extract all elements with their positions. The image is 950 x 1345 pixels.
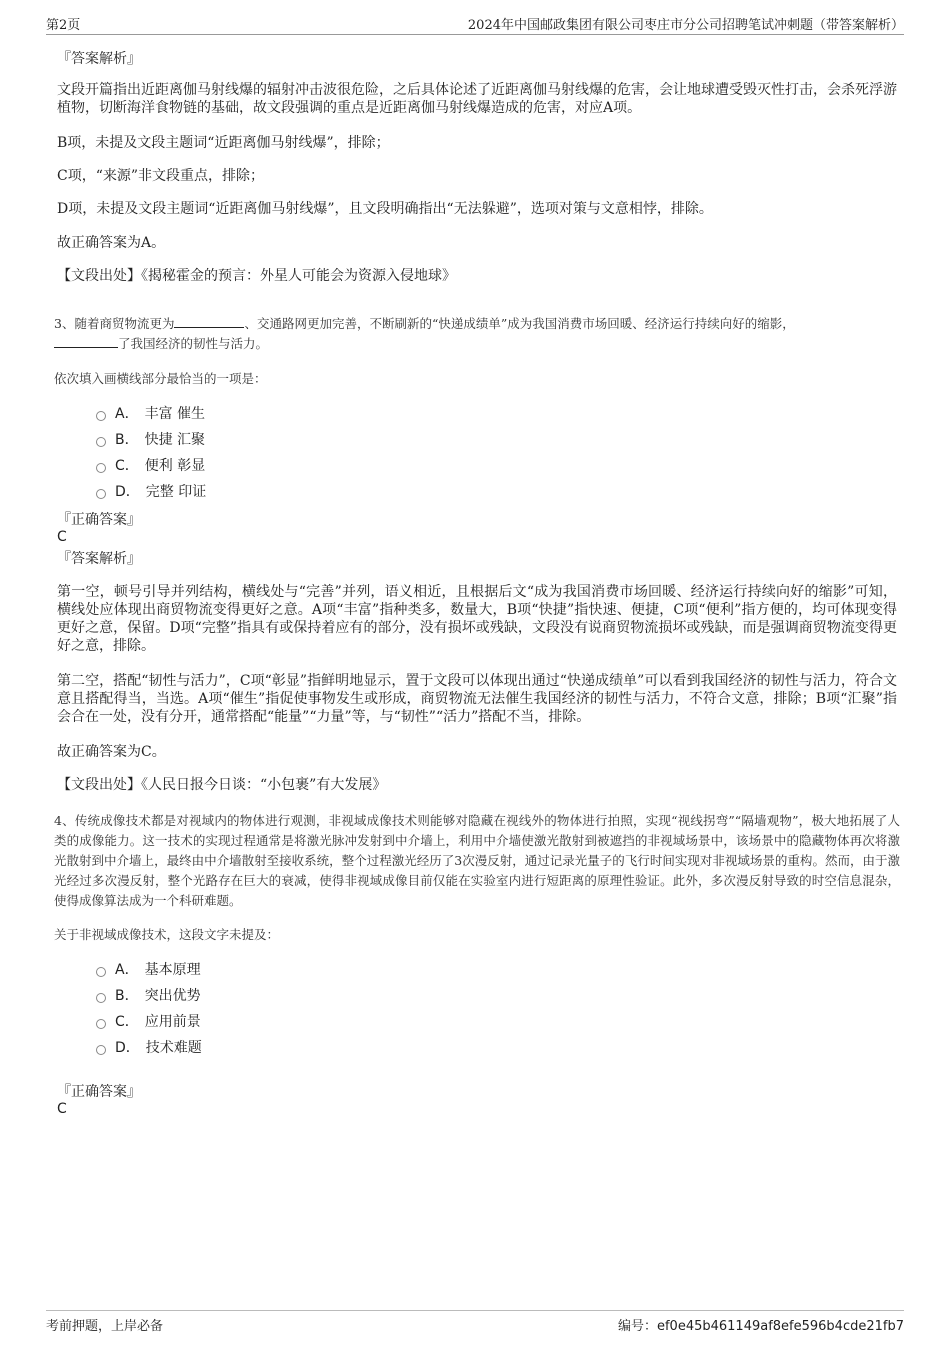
radio-icon[interactable] (96, 411, 106, 421)
document-code (618, 1315, 904, 1334)
q4-option-d[interactable] (96, 1035, 202, 1061)
page-header (46, 14, 904, 35)
q2-analysis-paragraph-3: C项，“来源”非文段重点，排除； (57, 168, 265, 184)
q3-analysis-paragraph-1: 第一空，顿号引导并列结构，横线处与“完善”并列，语义相近，且根据后文“成为我国消费市场回暖、经济运行持续向好的缩影”可知，横线处应体现出商贸物流变得更好之意。A项“丰富”指种类多，数量大，B项“快捷”指快速、便捷，C项“便利”指方便的，均可体现变得更好之意，保留。D项“完整”指具有或保持着应有的部分，没有损坏或残缺，文段没有说商贸物流损坏或残缺，而是强调商贸物流变得更好之意，排除。 (57, 584, 897, 654)
q4-stem: 4、传统成像技术都是对视域内的物体进行观测，非视域成像技术则能够对隐藏在视线外的物体进行拍照，实现“视线拐弯”“隔墙观物”，极大地拓展了人类的成像能力。这一技术的实现过程通常是将激光脉冲发射到中介墙上，利用中介墙使激光散射到被遮挡的非视域场景中，该场景中的隐藏物体再次将激光散射到中介墙上，最终由中介墙散射至接收系统，整个过程激光经历了3次漫反射，通过记录光量子的飞行时间实现对非视域场景的重构。然而，由于激光经过多次漫反射，整个光路存在巨大的衰减，使得非视域成像目前仅能在实验室内进行短距离的原理性验证。此外，多次漫反射导致的时空信息混杂，使得成像算法成为一个科研难题。 (54, 813, 900, 908)
radio-icon[interactable] (96, 1019, 106, 1029)
page-number: 第2页 (46, 18, 81, 33)
q4-answer-heading: 『正确答案』 (57, 1084, 141, 1100)
option-text: 应用前景 (144, 1014, 201, 1030)
q3-stem-part-2: 、交通路网更加完善，不断刷新的“快递成绩单”成为我国消费市场回暖、经济运行持续向好的缩影， (244, 316, 795, 331)
document-code-label: 编号： (617, 1319, 657, 1334)
q3-options (96, 401, 206, 505)
q3-analysis-heading: 『答案解析』 (57, 551, 141, 567)
q3-prompt: 依次填入画横线部分最恰当的一项是： (54, 371, 267, 386)
q3-analysis-paragraph-2: 第二空，搭配“韧性与活力”，C项“彰显”指鲜明地显示，置于文段可以体现出通过“快递成绩单”可以看到我国经济的韧性与活力，符合文意且搭配得当，当选。A项“催生”指促使事物发生或形成，商贸物流无法催生我国经济的韧性与活力，不符合文意，排除；B项“汇聚”指会合在一处，没有分开，通常搭配“能量”“力量”等，与“韧性”“活力”搭配不当，排除。 (57, 673, 897, 725)
document-code-value: ef0e45b461149af8efe596b4cde21fb7 (656, 1319, 904, 1334)
radio-icon[interactable] (96, 489, 106, 499)
q3-answer: C (57, 529, 67, 545)
q2-analysis-paragraph-1: 文段开篇指出近距离伽马射线爆的辐射冲击波很危险，之后具体论述了近距离伽马射线爆的危害，会让地球遭受毁灭性打击，会杀死浮游植物，切断海洋食物链的基础，故文段强调的重点是近距离伽马射线爆造成的危害，对应A项。 (57, 82, 897, 116)
q3-option-b[interactable] (96, 427, 206, 453)
radio-icon[interactable] (96, 967, 106, 977)
q3-stem-part-1: 3、随着商贸物流更为 (54, 316, 175, 331)
footer-slogan: 考前押题，上岸必备 (46, 1319, 164, 1334)
radio-icon[interactable] (96, 463, 106, 473)
q2-analysis-heading: 『答案解析』 (57, 51, 141, 67)
q3-option-a[interactable] (96, 401, 206, 427)
document-title: 2024年中国邮政集团有限公司枣庄市分公司招聘笔试冲刺题（带答案解析） (467, 18, 904, 33)
radio-icon[interactable] (96, 993, 106, 1003)
option-key: A． (115, 962, 139, 978)
q3-stem-part-3: 了我国经济的韧性与活力。 (118, 336, 269, 351)
option-text: 便利 彰显 (144, 458, 206, 474)
option-key: D． (115, 484, 140, 500)
q4-option-b[interactable] (96, 983, 202, 1009)
option-text: 突出优势 (144, 988, 201, 1004)
option-text: 基本原理 (144, 962, 201, 978)
q2-analysis-paragraph-4: D项，未提及文段主题词“近距离伽马射线爆”，且文段明确指出“无法躲避”，选项对策与文意相悖，排除。 (57, 201, 713, 217)
option-key: C． (115, 1014, 139, 1030)
q3-option-c[interactable] (96, 453, 206, 479)
fill-blank-2 (54, 335, 118, 348)
q4-option-c[interactable] (96, 1009, 202, 1035)
q3-stem (54, 314, 900, 354)
fill-blank-1 (174, 315, 244, 328)
q3-conclusion: 故正确答案为C。 (57, 744, 166, 760)
option-key: A． (115, 406, 139, 422)
q2-source: 【文段出处】《揭秘霍金的预言：外星人可能会为资源入侵地球》 (57, 268, 456, 284)
radio-icon[interactable] (96, 437, 106, 447)
option-text: 快捷 汇聚 (144, 432, 206, 448)
q3-answer-heading: 『正确答案』 (57, 512, 141, 528)
q4-prompt: 关于非视域成像技术，这段文字未提及： (54, 927, 280, 942)
q2-conclusion: 故正确答案为A。 (57, 235, 166, 251)
q3-option-d[interactable] (96, 479, 206, 505)
option-key: C． (115, 458, 139, 474)
q4-option-a[interactable] (96, 957, 202, 983)
option-key: B． (115, 432, 139, 448)
option-key: D． (115, 1040, 140, 1056)
option-text: 技术难题 (145, 1040, 202, 1056)
option-key: B． (115, 988, 139, 1004)
q3-source: 【文段出处】《人民日报今日谈：“小包裹”有大发展》 (57, 777, 387, 793)
q4-options (96, 957, 202, 1061)
option-text: 完整 印证 (145, 484, 207, 500)
q2-analysis-paragraph-2: B项，未提及文段主题词“近距离伽马射线爆”，排除； (57, 135, 390, 151)
option-text: 丰富 催生 (144, 406, 206, 422)
page-footer (46, 1310, 904, 1333)
q4-answer: C (57, 1101, 67, 1117)
radio-icon[interactable] (96, 1045, 106, 1055)
